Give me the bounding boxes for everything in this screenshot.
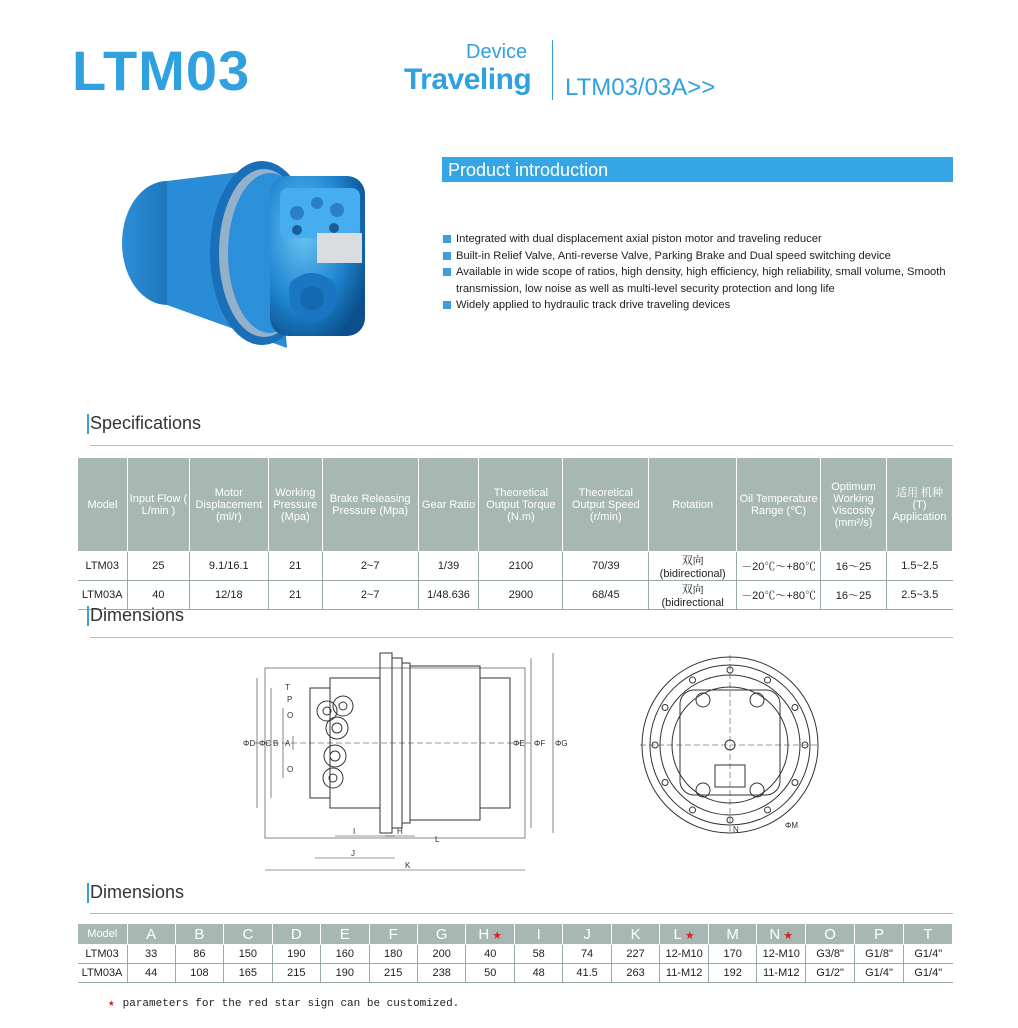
dim-header-label: N	[769, 925, 781, 943]
spec-header-cell: Optimum Working Viscosity (mm²/s)	[821, 458, 887, 552]
heading-bar	[87, 883, 89, 903]
dim-cell: G1/4"	[855, 964, 904, 983]
spec-cell: 2~7	[322, 581, 418, 610]
dim-cell: 238	[417, 964, 465, 983]
red-star-icon: ★	[492, 929, 503, 942]
spec-cell: LTM03A	[78, 581, 128, 610]
dim-label: P	[287, 695, 293, 704]
feature-text: Widely applied to hydraulic track drive traveling devices	[456, 299, 731, 311]
dim-header-label: L	[673, 925, 682, 943]
spec-cell: 1/48.636	[418, 581, 479, 610]
dim-cell: 86	[175, 945, 223, 964]
dim-header-label: J	[583, 925, 591, 943]
bolt-hole	[690, 807, 696, 813]
product-intro-heading	[442, 157, 953, 182]
bullet-square-icon	[443, 252, 451, 260]
heading-bar	[87, 414, 89, 434]
dim-cell: 33	[127, 945, 175, 964]
dim-label: ΦG	[555, 739, 568, 748]
dim-header-cell	[175, 924, 223, 945]
feature-text: Available in wide scope of ratios, high density, high efficiency, high reliability, small volume, Smooth transmission, low noise as well as multi-level security protection and long life	[456, 266, 946, 295]
dim-header-label: F	[388, 925, 398, 943]
dim-header-cell	[369, 924, 417, 945]
dim-label: ΦD	[243, 739, 256, 748]
dim-cell: 44	[127, 964, 175, 983]
page-title: LTM03	[72, 39, 251, 102]
spec-header-cell: Theoretical Output Speed (r/min)	[563, 458, 649, 552]
spec-cell: －20℃～+80℃	[737, 581, 821, 610]
dim-header-label: G	[435, 925, 448, 943]
feature-item	[442, 297, 962, 314]
dim-label: J	[351, 849, 355, 858]
dim-label: T	[285, 683, 290, 692]
specifications-title: Specifications	[90, 413, 202, 433]
dim-label: ΦM	[785, 821, 799, 830]
dim-header-label: T	[923, 925, 933, 943]
dim-cell: 50	[466, 964, 515, 983]
dim-cell: LTM03A	[78, 964, 128, 983]
dim-cell: 108	[175, 964, 223, 983]
dim-label: I	[353, 827, 356, 836]
dim-cell: 41.5	[563, 964, 612, 983]
red-star-icon: ★	[783, 929, 794, 942]
dim-header-cell	[611, 924, 659, 945]
bolt-hole	[765, 807, 771, 813]
spec-header-cell: Oil Temperature Range (℃)	[737, 458, 821, 552]
spec-cell: －20℃～+80℃	[737, 552, 821, 581]
spec-cell: 2.5~3.5	[886, 581, 952, 610]
dim-cell: 48	[515, 964, 563, 983]
dim-header-cell	[127, 924, 175, 945]
dim-cell: 12-M10	[757, 945, 806, 964]
dim-label: H	[397, 827, 403, 836]
dim-label: N	[733, 825, 739, 834]
spec-cell: 70/39	[563, 552, 649, 581]
bullet-square-icon	[443, 301, 451, 309]
dim-header-label: E	[339, 925, 350, 943]
product-intro-title: Product introduction	[448, 160, 609, 180]
feature-item	[442, 248, 962, 265]
dim-cell: 215	[369, 964, 417, 983]
dimensions-heading	[90, 882, 184, 903]
dim-cell: 40	[466, 945, 515, 964]
dim-header-label: O	[824, 925, 836, 943]
specifications-heading	[90, 413, 201, 434]
dim-cell: G1/2"	[806, 964, 855, 983]
bolt-hole	[690, 677, 696, 683]
dim-label: ΦF	[534, 739, 546, 748]
heading-bar	[87, 606, 89, 626]
footnote	[108, 996, 459, 1010]
bolt-hole	[662, 705, 668, 711]
dim-cell: 12-M10	[660, 945, 709, 964]
spec-header-cell: Brake Releasing Pressure (Mpa)	[322, 458, 418, 552]
spec-cell: 2~7	[322, 552, 418, 581]
spec-cell: 25	[127, 552, 189, 581]
dim-label: L	[435, 835, 440, 844]
dim-label: ΦC	[259, 739, 272, 748]
dim-cell: 160	[321, 945, 369, 964]
spec-cell: 40	[127, 581, 189, 610]
section-divider	[90, 445, 953, 446]
specifications-table	[77, 457, 953, 610]
dim-header-row	[78, 924, 953, 945]
dim-label: K	[405, 861, 411, 870]
front-view-drawing	[635, 650, 825, 840]
dimensions-drawing-title: Dimensions	[90, 605, 185, 625]
dim-cell: 170	[708, 945, 756, 964]
dim-header-cell	[78, 924, 128, 945]
spec-cell: 1.5~2.5	[886, 552, 952, 581]
bolt-hole	[792, 705, 798, 711]
dim-header-cell	[660, 924, 709, 945]
dim-label: O	[287, 711, 294, 720]
dim-cell: 227	[611, 945, 659, 964]
spec-header-cell: Gear Ratio	[418, 458, 479, 552]
dim-header-cell	[903, 924, 952, 945]
spec-cell: 16～25	[821, 552, 887, 581]
side-view-drawing	[235, 648, 568, 883]
dim-label: B	[273, 739, 279, 748]
dimensions-drawing-heading	[90, 605, 184, 626]
dim-cell: 190	[272, 945, 320, 964]
spec-cell: 21	[268, 552, 322, 581]
dim-header-label: I	[536, 925, 541, 943]
dimensions-table	[77, 923, 953, 983]
spec-header-cell: 适用 机种 (T) Application	[886, 458, 952, 552]
spec-cell: 9.1/16.1	[189, 552, 268, 581]
spec-header-cell: Model	[78, 458, 128, 552]
spec-header-cell: Working Pressure (Mpa)	[268, 458, 322, 552]
dim-header-label: C	[242, 925, 254, 943]
dim-cell: 11-M12	[660, 964, 709, 983]
device-label: Device	[466, 41, 528, 63]
spec-header-row	[78, 458, 953, 552]
dim-header-cell	[224, 924, 272, 945]
dim-header-label: K	[630, 925, 641, 943]
spec-cell: 1/39	[418, 552, 479, 581]
spec-cell: 12/18	[189, 581, 268, 610]
dim-header-cell	[515, 924, 563, 945]
dim-header-cell	[708, 924, 756, 945]
dim-header-cell	[417, 924, 465, 945]
traveling-label: Traveling	[404, 63, 532, 96]
dim-cell: G3/8"	[806, 945, 855, 964]
dim-cell: G1/8"	[855, 945, 904, 964]
dim-table-row	[78, 964, 953, 983]
motor-product-image	[112, 148, 382, 363]
spec-header-cell: Rotation	[649, 458, 737, 552]
dim-table-row	[78, 945, 953, 964]
model-link[interactable]: LTM03/03A>>	[565, 74, 716, 101]
dim-cell: 200	[417, 945, 465, 964]
feature-text: Built-in Relief Valve, Anti-reverse Valve, Parking Brake and Dual speed switching device	[456, 249, 891, 262]
dim-cell: 74	[563, 945, 612, 964]
spec-cell: 2100	[479, 552, 563, 581]
dim-cell: 215	[272, 964, 320, 983]
dim-header-label: Model	[87, 928, 118, 940]
dim-header-cell	[563, 924, 612, 945]
bolt-hole	[662, 780, 668, 786]
footnote-text: parameters for the red star sign can be customized.	[122, 998, 460, 1010]
dim-cell: 192	[708, 964, 756, 983]
feature-item	[442, 264, 962, 297]
dim-cell: G1/4"	[903, 964, 952, 983]
red-star-icon: ★	[684, 929, 695, 942]
dim-label: ΦE	[513, 739, 525, 748]
spec-cell: 21	[268, 581, 322, 610]
dim-cell: LTM03	[78, 945, 128, 964]
section-divider	[90, 913, 953, 914]
dim-header-cell	[757, 924, 806, 945]
dimensions-title: Dimensions	[90, 882, 185, 902]
dim-cell: 58	[515, 945, 563, 964]
dim-cell: 190	[321, 964, 369, 983]
dim-header-cell	[806, 924, 855, 945]
feature-text: Integrated with dual displacement axial piston motor and traveling reducer	[456, 233, 822, 245]
dim-header-label: M	[726, 925, 739, 943]
spec-header-cell: Input Flow ( L/min )	[127, 458, 189, 552]
feature-item	[442, 231, 962, 248]
spec-cell: 双向 (bidirectional)	[649, 552, 737, 581]
feature-list	[442, 231, 962, 314]
spec-cell: 16～25	[821, 581, 887, 610]
dim-cell: 263	[611, 964, 659, 983]
dim-cell: 180	[369, 945, 417, 964]
dim-header-cell	[321, 924, 369, 945]
header-divider	[552, 40, 553, 100]
dim-label: A	[285, 739, 291, 748]
bolt-hole	[765, 677, 771, 683]
bullet-square-icon	[443, 268, 451, 276]
dim-header-label: H	[478, 925, 490, 943]
dim-header-cell	[272, 924, 320, 945]
dim-header-label: A	[146, 925, 157, 943]
dim-header-label: D	[290, 925, 302, 943]
dim-cell: 165	[224, 964, 272, 983]
spec-table-row	[78, 581, 953, 610]
spec-cell: 双向 (bidirectional	[649, 581, 737, 610]
dim-header-cell	[855, 924, 904, 945]
dim-header-label: P	[873, 925, 884, 943]
spec-cell: 2900	[479, 581, 563, 610]
bolt-hole	[792, 780, 798, 786]
section-divider	[90, 637, 953, 638]
dim-label: O	[287, 765, 294, 774]
dim-header-label: B	[194, 925, 205, 943]
spec-cell: LTM03	[78, 552, 128, 581]
spec-header-cell: Theoretical Output Torque (N.m)	[479, 458, 563, 552]
dim-cell: G1/4"	[903, 945, 952, 964]
dim-cell: 150	[224, 945, 272, 964]
dim-header-cell	[466, 924, 515, 945]
spec-table-row	[78, 552, 953, 581]
spec-cell: 68/45	[563, 581, 649, 610]
red-star-icon: ★	[108, 998, 115, 1010]
spec-header-cell: Motor Displacement (ml/r)	[189, 458, 268, 552]
bullet-square-icon	[443, 235, 451, 243]
dim-cell: 11-M12	[757, 964, 806, 983]
